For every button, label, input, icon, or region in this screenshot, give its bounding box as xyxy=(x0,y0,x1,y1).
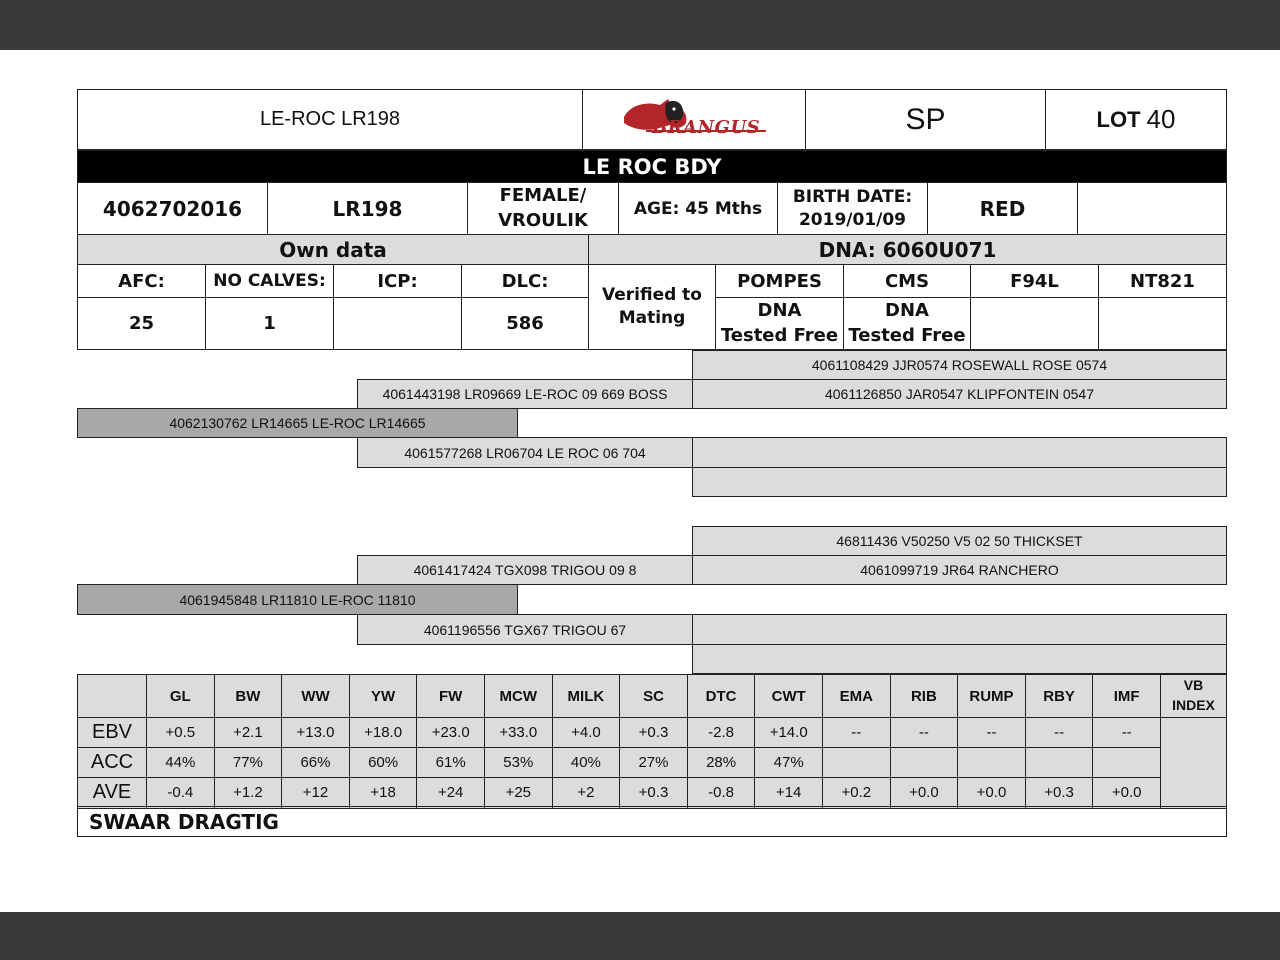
ebv-value-acc-yw: 60% xyxy=(349,747,418,778)
tag-number: LR198 xyxy=(267,182,468,235)
dna-test-cms: CMS xyxy=(843,264,971,298)
vb-index-header: VB INDEX xyxy=(1160,674,1227,718)
ebv-value-ave-gl: -0.4 xyxy=(146,777,215,808)
ebv-corner-cell xyxy=(77,674,147,718)
vb-index-value xyxy=(1160,717,1227,809)
dna-result-pompes: DNA Tested Free xyxy=(715,297,844,350)
ebv-value-acc-milk: 40% xyxy=(552,747,621,778)
ebv-col-header-yw: YW xyxy=(349,674,418,718)
ebv-col-header-rby: RBY xyxy=(1025,674,1094,718)
afc-value: 25 xyxy=(77,297,206,350)
remarks: SWAAR DRAGTIG xyxy=(77,806,1227,837)
afc-header: AFC: xyxy=(77,264,206,298)
age: AGE: 45 Mths xyxy=(618,182,778,235)
own-data-title: Own data xyxy=(77,234,589,265)
ebv-value-ave-fw: +24 xyxy=(416,777,485,808)
herd-name-banner: LE ROC BDY xyxy=(77,150,1227,183)
ebv-value-ave-ema: +0.2 xyxy=(822,777,891,808)
ebv-value-ebv-imf: -- xyxy=(1092,717,1161,748)
ebv-col-header-bw: BW xyxy=(214,674,283,718)
extra-cell xyxy=(1077,182,1227,235)
ebv-value-acc-imf xyxy=(1092,747,1161,778)
pedigree-dss: 46811436 V50250 V5 02 50 THICKSET xyxy=(692,526,1227,556)
ebv-value-ebv-gl: +0.5 xyxy=(146,717,215,748)
ebv-value-ave-rib: +0.0 xyxy=(890,777,959,808)
pedigree-dam-dam: 4061196556 TGX67 TRIGOU 67 xyxy=(357,614,693,645)
pedigree-ddd xyxy=(692,644,1227,674)
sex: FEMALE/ VROULIK xyxy=(467,182,619,235)
ebv-value-ebv-sc: +0.3 xyxy=(619,717,688,748)
ebv-col-header-fw: FW xyxy=(416,674,485,718)
ebv-value-ebv-rib: -- xyxy=(890,717,959,748)
ebv-value-ebv-ema: -- xyxy=(822,717,891,748)
ebv-value-ebv-ww: +13.0 xyxy=(281,717,350,748)
registration-number: 4062702016 xyxy=(77,182,268,235)
lot-cell xyxy=(1045,89,1227,150)
ebv-col-header-gl: GL xyxy=(146,674,215,718)
ebv-value-acc-dtc: 28% xyxy=(687,747,756,778)
ebv-col-header-milk: MILK xyxy=(552,674,621,718)
ebv-col-header-sc: SC xyxy=(619,674,688,718)
dna-test-f94l: F94L xyxy=(970,264,1099,298)
ebv-value-ebv-dtc: -2.8 xyxy=(687,717,756,748)
dna-result-nt821 xyxy=(1098,297,1227,350)
ebv-value-ebv-rby: -- xyxy=(1025,717,1094,748)
ebv-col-header-cwt: CWT xyxy=(754,674,823,718)
ebv-value-ave-mcw: +25 xyxy=(484,777,553,808)
ebv-value-acc-rump xyxy=(957,747,1026,778)
pedigree-dds xyxy=(692,614,1227,645)
pedigree-dam: 4061945848 LR11810 LE-ROC 11810 xyxy=(77,584,518,615)
ebv-value-ebv-milk: +4.0 xyxy=(552,717,621,748)
lot-label: LOT xyxy=(1096,106,1141,132)
dna-title: DNA: 6060U071 xyxy=(588,234,1227,265)
dna-result-f94l xyxy=(970,297,1099,350)
lot-number: 40 xyxy=(1146,104,1176,134)
ebv-value-acc-bw: 77% xyxy=(214,747,283,778)
ebv-value-acc-rib xyxy=(890,747,959,778)
pedigree-sdd xyxy=(692,467,1227,497)
ebv-value-acc-gl: 44% xyxy=(146,747,215,778)
status-code: SP xyxy=(805,89,1046,150)
ebv-value-acc-mcw: 53% xyxy=(484,747,553,778)
pedigree-sds xyxy=(692,437,1227,468)
ebv-row-label-ebv: EBV xyxy=(77,717,147,748)
ebv-col-header-ww: WW xyxy=(281,674,350,718)
pedigree-dam-sire: 4061417424 TGX098 TRIGOU 09 8 xyxy=(357,555,693,585)
no-calves-header: NO CALVES: xyxy=(205,264,334,298)
top-dark-band xyxy=(0,0,1280,50)
ebv-value-ave-dtc: -0.8 xyxy=(687,777,756,808)
ebv-value-ave-ww: +12 xyxy=(281,777,350,808)
dlc-value: 586 xyxy=(461,297,589,350)
ebv-row-label-acc: ACC xyxy=(77,747,147,778)
ebv-value-acc-sc: 27% xyxy=(619,747,688,778)
ebv-value-acc-ww: 66% xyxy=(281,747,350,778)
no-calves-value: 1 xyxy=(205,297,334,350)
birth-date: BIRTH DATE: 2019/01/09 xyxy=(777,182,928,235)
pedigree-ssd: 4061126850 JAR0547 KLIPFONTEIN 0547 xyxy=(692,379,1227,409)
ebv-value-acc-ema xyxy=(822,747,891,778)
ebv-value-ave-cwt: +14 xyxy=(754,777,823,808)
ebv-value-ebv-bw: +2.1 xyxy=(214,717,283,748)
ebv-value-ave-imf: +0.0 xyxy=(1092,777,1161,808)
verified-to-mating: Verified to Mating xyxy=(588,264,716,350)
pedigree-sire: 4062130762 LR14665 LE-ROC LR14665 xyxy=(77,408,518,438)
colour: RED xyxy=(927,182,1078,235)
ebv-col-header-imf: IMF xyxy=(1092,674,1161,718)
icp-header: ICP: xyxy=(333,264,462,298)
ebv-value-acc-cwt: 47% xyxy=(754,747,823,778)
ebv-row-label-ave: AVE xyxy=(77,777,147,808)
ebv-value-ebv-mcw: +33.0 xyxy=(484,717,553,748)
icp-value xyxy=(333,297,462,350)
animal-name: LE-ROC LR198 xyxy=(77,89,583,150)
ebv-value-ebv-yw: +18.0 xyxy=(349,717,418,748)
ebv-value-ave-bw: +1.2 xyxy=(214,777,283,808)
ebv-col-header-dtc: DTC xyxy=(687,674,756,718)
dlc-header: DLC: xyxy=(461,264,589,298)
dna-result-cms: DNA Tested Free xyxy=(843,297,971,350)
logo-text: BRANGUS xyxy=(652,117,761,138)
ebv-col-header-rib: RIB xyxy=(890,674,959,718)
pedigree-sire-dam: 4061577268 LR06704 LE ROC 06 704 xyxy=(357,437,693,468)
ebv-value-ave-sc: +0.3 xyxy=(619,777,688,808)
ebv-value-ebv-rump: -- xyxy=(957,717,1026,748)
pedigree-sire-sire: 4061443198 LR09669 LE-ROC 09 669 BOSS xyxy=(357,379,693,409)
ebv-value-ave-yw: +18 xyxy=(349,777,418,808)
ebv-value-ave-rby: +0.3 xyxy=(1025,777,1094,808)
ebv-col-header-ema: EMA xyxy=(822,674,891,718)
ebv-value-acc-rby xyxy=(1025,747,1094,778)
dna-test-nt821: NT821 xyxy=(1098,264,1227,298)
dna-test-pompes: POMPES xyxy=(715,264,844,298)
brangus-logo xyxy=(616,95,776,145)
bottom-dark-band xyxy=(0,912,1280,960)
ebv-value-ebv-fw: +23.0 xyxy=(416,717,485,748)
ebv-col-header-rump: RUMP xyxy=(957,674,1026,718)
pedigree-sss: 4061108429 JJR0574 ROSEWALL ROSE 0574 xyxy=(692,350,1227,380)
ebv-col-header-mcw: MCW xyxy=(484,674,553,718)
ebv-value-ave-rump: +0.0 xyxy=(957,777,1026,808)
ebv-value-acc-fw: 61% xyxy=(416,747,485,778)
ebv-value-ave-milk: +2 xyxy=(552,777,621,808)
pedigree-dsd: 4061099719 JR64 RANCHERO xyxy=(692,555,1227,585)
ebv-value-ebv-cwt: +14.0 xyxy=(754,717,823,748)
